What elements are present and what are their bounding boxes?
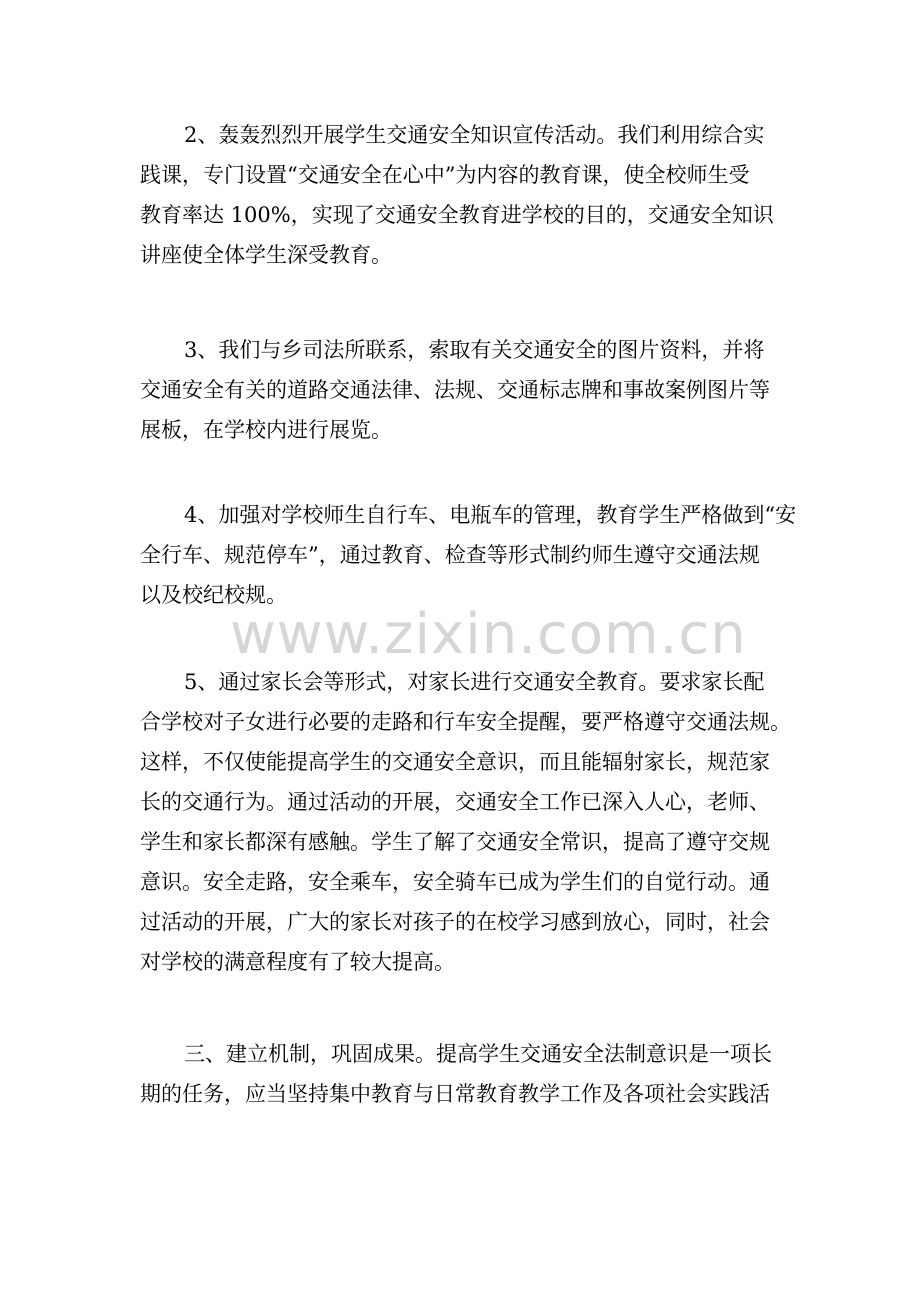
text-line: 讲座使全体学生深受教育。 (140, 243, 392, 267)
text-line: 期的任务，应当坚持集中教育与日常教育教学工作及各项社会实践活 (140, 1082, 770, 1106)
text-line: 这样，不仅使能提高学生的交通安全意识，而且能辐射家长，规范家 (140, 750, 770, 774)
text-line: 5、通过家长会等形式，对家长进行交通安全教育。要求家长配 (184, 670, 765, 694)
text-line: 过活动的开展，广大的家长对孩子的在校学习感到放心，同时，社会 (140, 910, 770, 934)
text-line: 三、建立机制，巩固成果。提高学生交通安全法制意识是一项长 (184, 1042, 772, 1066)
text-line: 4、加强对学校师生自行车、电瓶车的管理，教育学生严格做到“安 (184, 503, 797, 527)
paragraph-item-5 (140, 662, 790, 982)
watermark: www.zixin.com.cn (230, 602, 747, 667)
text-line: 合学校对子女进行必要的走路和行车安全提醒，要严格遵守交通法规。 (140, 710, 791, 734)
text-line: 2、轰轰烈烈开展学生交通安全知识宣传活动。我们利用综合实 (184, 123, 765, 147)
text-line: 教育率达 100%，实现了交通安全教育进学校的目的，交通安全知识 (140, 203, 774, 227)
paragraph-item-2 (140, 115, 790, 275)
paragraph-item-4 (140, 495, 797, 615)
text-line: 对学校的满意程度有了较大提高。 (140, 950, 455, 974)
text-line: 以及校纪校规。 (140, 583, 287, 607)
paragraph-section-3 (140, 1034, 790, 1114)
text-line: 交通安全有关的道路交通法律、法规、交通标志牌和事故案例图片等 (140, 378, 770, 402)
text-line: 意识。安全走路，安全乘车，安全骑车已成为学生们的自觉行动。通 (140, 870, 770, 894)
text-line: 展板，在学校内进行展览。 (140, 418, 392, 442)
paragraph-item-3 (140, 330, 790, 450)
text-line: 学生和家长都深有感触。学生了解了交通安全常识，提高了遵守交规 (140, 830, 770, 854)
text-line: 践课，专门设置“交通安全在心中”为内容的教育课，使全校师生受 (140, 163, 750, 187)
text-line: 3、我们与乡司法所联系，索取有关交通安全的图片资料，并将 (184, 338, 765, 362)
text-line: 长的交通行为。通过活动的开展，交通安全工作已深入人心，老师、 (140, 790, 770, 814)
text-line: 全行车、规范停车”，通过教育、检查等形式制约师生遵守交通法规 (140, 543, 760, 567)
